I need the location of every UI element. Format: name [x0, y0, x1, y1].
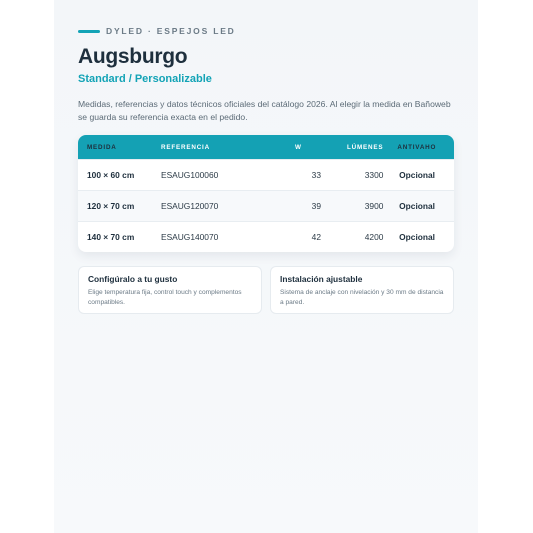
- cell-lumenes: 3300: [321, 160, 383, 191]
- cell-referencia: ESAUG140070: [161, 222, 279, 253]
- eyebrow: [78, 24, 454, 38]
- cell-referencia: ESAUG100060: [161, 160, 279, 191]
- cell-w: 33: [279, 160, 321, 191]
- card-text: Sistema de anclaje con nivelación y 30 mm de distancia a pared.: [280, 289, 444, 306]
- eyebrow-text: DYLED · ESPEJOS LED: [106, 26, 236, 36]
- header-w: W: [295, 143, 302, 151]
- header-antivaho: ANTIVAHO: [397, 143, 437, 151]
- cell-referencia: ESAUG120070: [161, 191, 279, 222]
- table-row: [78, 191, 454, 222]
- page-panel: [54, 0, 478, 533]
- cell-w: 39: [279, 191, 321, 222]
- card-title: Instalación ajustable: [280, 274, 363, 284]
- cell-lumenes: 4200: [321, 222, 383, 253]
- page-title: Augsburgo: [78, 45, 188, 68]
- intro-text: Medidas, referencias y datos técnicos oficiales del catálogo 2026. Al elegir la medida en Bañoweb se guarda su referencia exacta en el pedido.: [78, 99, 451, 122]
- cell-medida: 120 × 70 cm: [78, 191, 161, 222]
- page-subtitle: Standard / Personalizable: [78, 73, 212, 85]
- cell-antivaho: Opcional: [383, 222, 454, 253]
- specs-table: [78, 135, 454, 252]
- table-header-row: [78, 135, 454, 160]
- info-card-install: [270, 266, 454, 314]
- table-row: [78, 160, 454, 191]
- header-lumenes: LÚMENES: [347, 143, 384, 151]
- cell-medida: 140 × 70 cm: [78, 222, 161, 253]
- card-title: Configúralo a tu gusto: [88, 274, 178, 284]
- cell-antivaho: Opcional: [383, 160, 454, 191]
- card-text: Elige temperatura fija, control touch y complementos compatibles.: [88, 289, 242, 306]
- specs-table-card: [78, 135, 454, 252]
- header-medida: MEDIDA: [87, 143, 117, 151]
- table-row: [78, 222, 454, 253]
- cell-medida: 100 × 60 cm: [78, 160, 161, 191]
- header-referencia: REFERENCIA: [161, 143, 210, 151]
- accent-bar: [78, 30, 100, 33]
- cell-lumenes: 3900: [321, 191, 383, 222]
- info-cards: [78, 266, 454, 314]
- cell-antivaho: Opcional: [383, 191, 454, 222]
- content: [78, 24, 454, 314]
- info-card-config: [78, 266, 262, 314]
- cell-w: 42: [279, 222, 321, 253]
